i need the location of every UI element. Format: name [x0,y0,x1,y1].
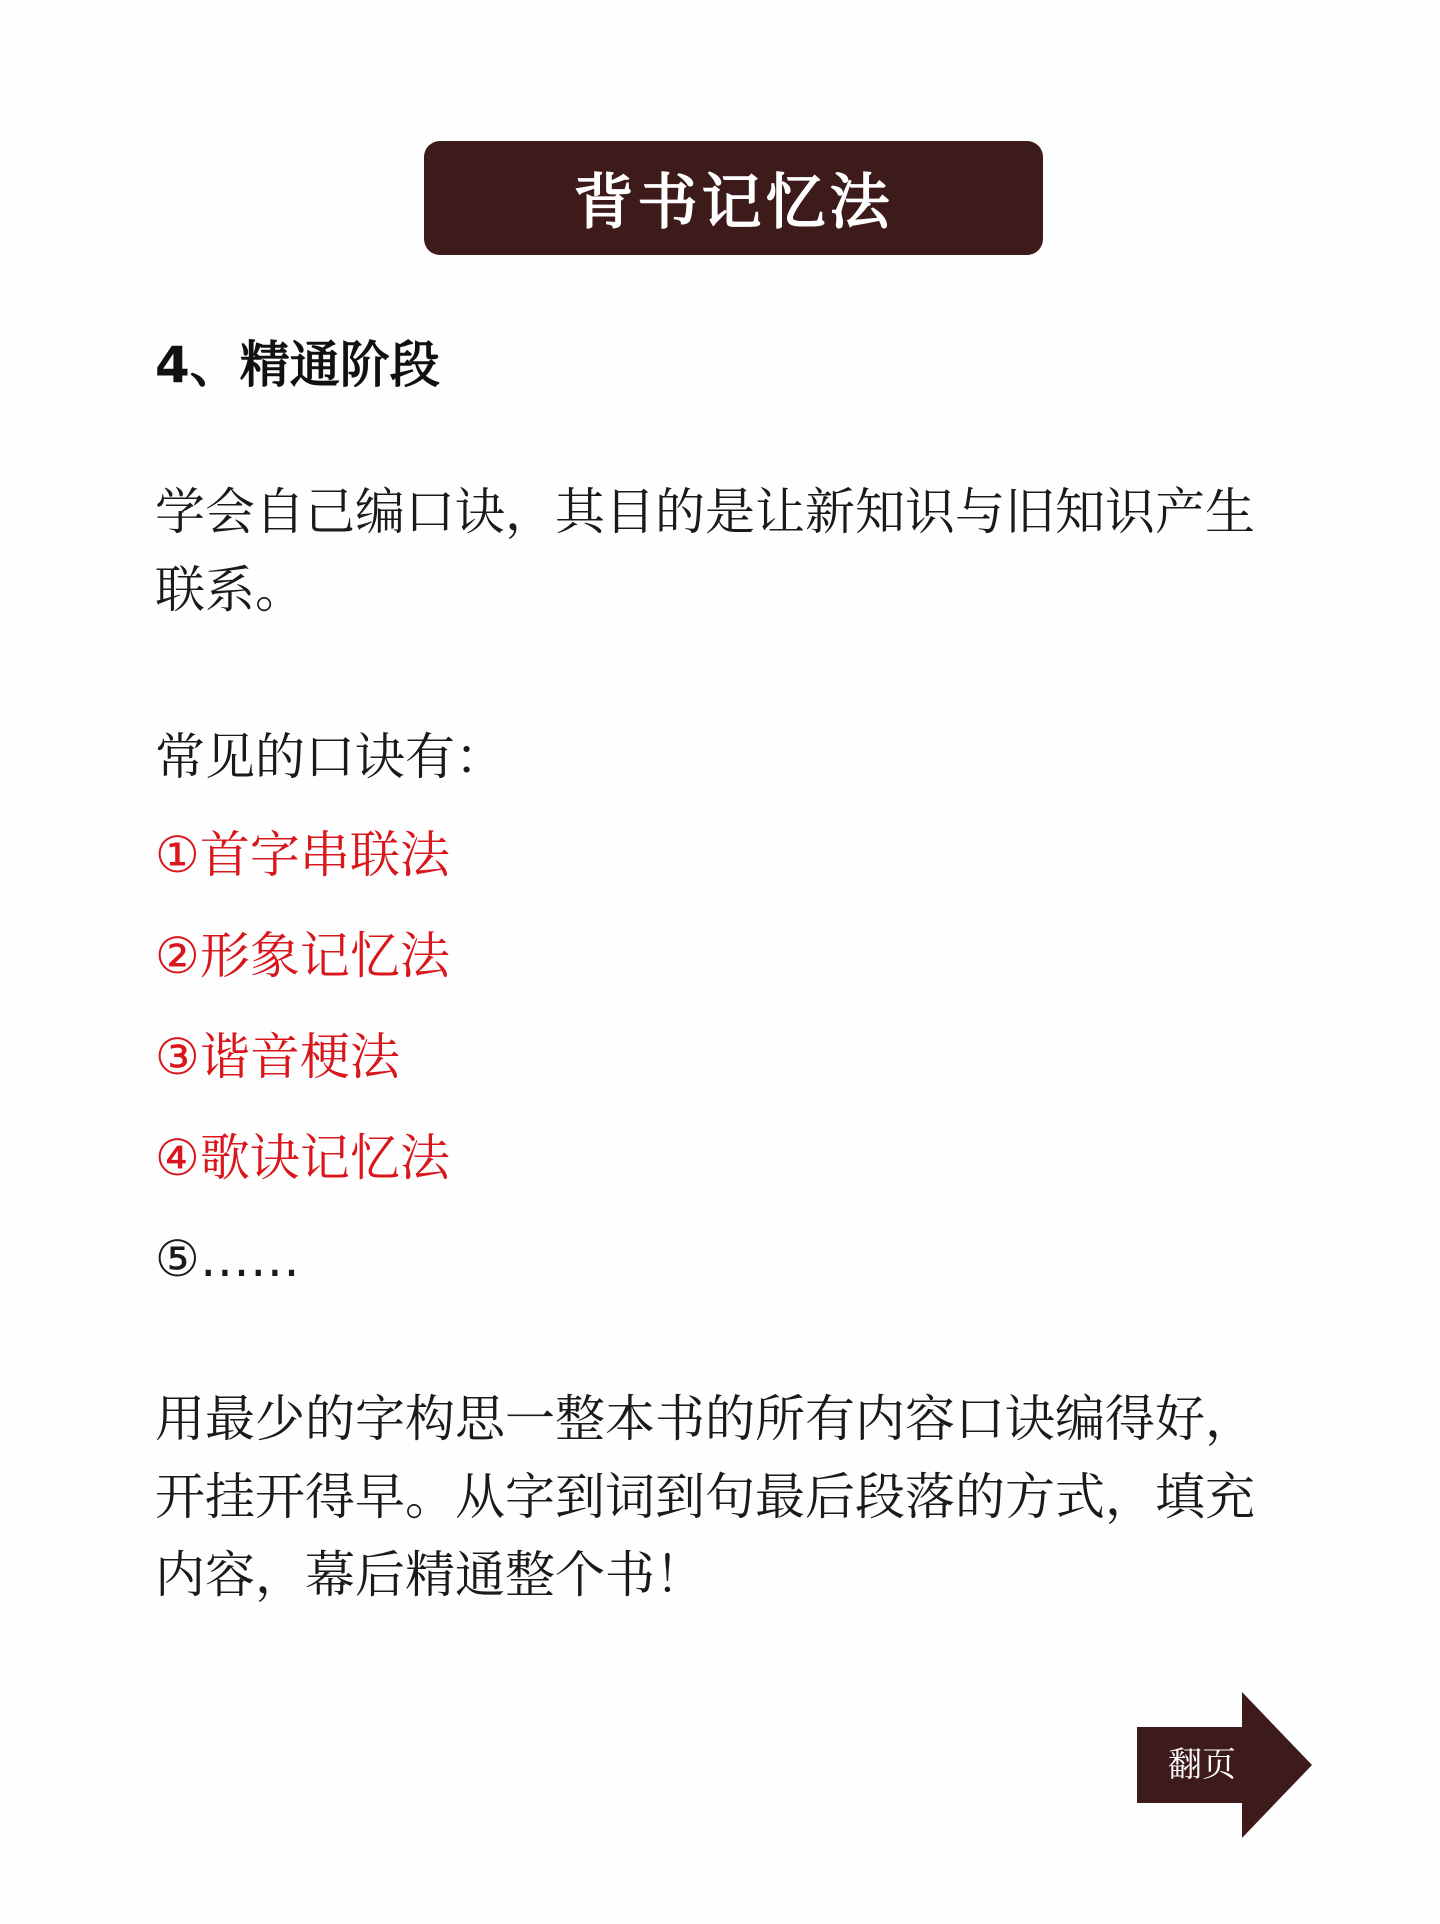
section-heading: 4、精通阶段 [155,336,440,394]
method-list [155,815,450,1320]
list-item: ②形象记忆法 [155,927,450,985]
page-title: 背书记忆法 [573,168,894,238]
list-item: ①首字串联法 [155,826,450,884]
list-item: ⑤…… [155,1230,300,1288]
intro-paragraph: 学会自己编口诀，其目的是让新知识与旧知识产生联系。 [155,483,1255,619]
list-label: 常见的口诀有： [155,728,505,786]
list-item: ④歌诀记忆法 [155,1129,450,1187]
title-banner [424,141,1043,255]
next-page-label: 翻页 [1168,1745,1236,1785]
next-page-button[interactable] [1137,1692,1312,1838]
summary-paragraph: 用最少的字构思一整本书的所有内容口诀编得好，开挂开得早。从字到词到句最后段落的方式，填充内容，幕后精通整个书！ [155,1390,1255,1604]
list-item: ③谐音梗法 [155,1028,400,1086]
